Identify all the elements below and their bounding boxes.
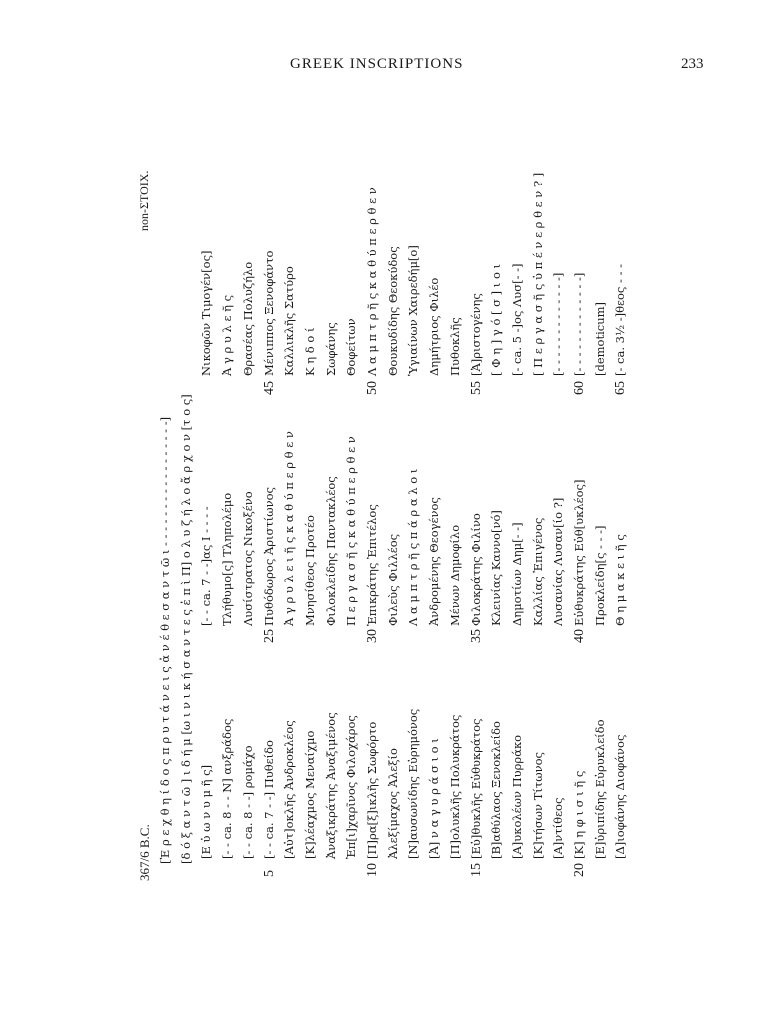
inscription-line: Πυθόδωρος Ἀριστίωνος [261, 487, 276, 626]
line-number: 35 [468, 629, 484, 643]
inscription-line: [- - ca. 7 - -] Πυθείδο [261, 740, 276, 859]
inscription-line: [Β]αθύλαος Ξενοκλείδο [489, 721, 504, 859]
inscription-line: Ἀ γ ρ υ λ ε ι ῆ ς κ α θ ύ π ε ρ θ ε ν [282, 431, 297, 626]
inscription-line: Μένιππος Ξενοφάντο [261, 250, 276, 376]
inscription-line: [ Π ε ρ γ α σ ῆ ς ὑ π έ ν ε ρ θ ε ν ? ] [530, 172, 545, 376]
inscription-line: Λυσανίας Λυσαν[ίο ?] [551, 497, 566, 626]
inscription-line: Λ α μ π τ ρ ῆ ς κ α θ ύ π ε ρ θ ε ν [365, 187, 379, 376]
line-number: 25 [261, 629, 277, 643]
inscription-line: [- ca. 3½ -]θεος - - - [613, 264, 628, 376]
inscription-line: Ἐπ[ι]χαρῖνος Φιλοχάρος [344, 715, 359, 859]
line-number: 60 [572, 381, 587, 395]
inscription-line: [- - - - - - - - - - - - -] [572, 272, 586, 376]
inscription-line: [ Φ η ] γ ό [ σ ] ι ο ι [489, 263, 504, 376]
inscription-line: Μνησίθεος Προτέο [302, 515, 317, 626]
inscription-line: Θρασέας Πολυζήλο [240, 261, 255, 376]
inscription-line: [- ca. 5 -]ος Λυσ[- -] [509, 263, 524, 376]
inscription-line: [Π]ρα[ξ]ικλῆς Σωφόρτο [365, 721, 379, 859]
inscription-line: Θ η μ α κ ε ι ῆ ς [613, 534, 628, 626]
inscription-line: [demoticum] [592, 301, 607, 376]
inscription-heading-line: [δ ό ξ α ν τ ῶ ] ι δ ή μ [ω ι ν ι κ ή σ α ν τ ε ς ἐ π ὶ Π] ο λ υ ζ ή λ ο ἄ ρ χ ο ν [τ ο ς] [178, 394, 193, 864]
inscription-line: Θοφείτων [344, 318, 359, 376]
inscription-line: [Π]ολυκλῆς Πολυκράτος [447, 714, 462, 859]
inscription-line: [Ε ὐ ω ν υ μ ῆ ς] [199, 764, 214, 859]
line-number: 45 [261, 381, 277, 395]
inscription-line: Π ε ρ γ α σ ῆ ς κ α θ ύ π ε ρ θ ε ν [344, 436, 359, 626]
inscription-line: Προκλείδη[ς - - -] [592, 525, 607, 626]
inscription-line: Φιλοκλείδης Παντακλέος [323, 476, 338, 626]
inscription-line: Λυσίστρατος Νικοξένο [240, 491, 255, 626]
inscription-line: Λ α μ π τ ρ ῆ ς π ά ρ α λ ο ι [406, 468, 421, 626]
line-number: 10 [365, 863, 380, 877]
inscription-line: [- - ca. 8 - - Ν] ανξράδος [220, 718, 235, 859]
inscription-line: Μένων Δημοφίλο [447, 524, 462, 626]
inscription-line: [Κ]τήσων Τίτωνος [530, 752, 545, 859]
inscription-line: Τλήθυμο[ς] Τληπολέμο [220, 492, 235, 626]
inscription-line: Φιλοκράτης Φιλίνο [468, 513, 483, 626]
inscription-line: [- - ca. 8 - -] ρομάχο [240, 745, 255, 859]
inscription-line: [- - ca. 7 - -]ας I - - - - [199, 506, 214, 626]
inscription-line: Σωφάνης [323, 322, 338, 376]
inscription-line: Εὐθυκράτης Εὐθ[υκλέος] [572, 479, 586, 626]
inscription-line: Κ η δ ο ί [302, 327, 317, 376]
inscription-line: [- - - - - - - - - - - - -] [551, 272, 566, 376]
inscription-line: [Ἀ] ν α γ υ ρ ά σ ι ο ι [427, 738, 442, 859]
inscription-line: [Δ]ιοφάνης Διοφάνος [613, 734, 628, 859]
inscription-text-rotated [137, 151, 667, 881]
inscription-line: Δημήτριος Φιλέο [427, 277, 442, 376]
inscription-line: Θουκυδίδης Θεοκύδος [385, 246, 400, 376]
inscription-heading-line: [Ἐ ρ ε χ θ η ί δ ο ς π ρ υ τ ά ν ε ι ς ἀ ν έ θ ε σ α ν τ ῶ ι - - - - - - - - - - - - - - - - -] [158, 416, 172, 864]
inscription-line: Ἀνδρομένης Θεογένος [427, 497, 442, 626]
stoichedon-note: non-ΣΤΟΙΧ. [137, 170, 151, 231]
inscription-line: [Εὐ]θυκλῆς Εὐθυκράτος [468, 718, 483, 859]
line-number: 50 [365, 381, 380, 395]
line-number: 55 [468, 381, 484, 395]
page-number: 233 [681, 56, 704, 72]
running-head-title: GREEK INSCRIPTIONS [290, 56, 464, 72]
inscription-line: Κλεινίας Καννο[νό] [489, 510, 504, 626]
line-number: 15 [468, 863, 484, 877]
inscription-line: Πυθοκλῆς [447, 317, 462, 376]
inscription-line: [Αὐτ]οκλῆς Ἀνδροκλέος [282, 720, 297, 859]
inscription-line: [Κ]λέαχμος Μεναίχμο [302, 730, 317, 859]
line-number: 40 [572, 629, 587, 643]
inscription-line: [Κ] η φ ι σ ι ῆ ς [572, 770, 586, 859]
inscription-line: Ἐπικράτης Ἐπιτέλος [365, 504, 379, 626]
running-head [0, 56, 773, 76]
inscription-line: [Ἀ]ριστογένης [468, 293, 483, 376]
inscription-line: Καλλίας Ἐπιγένος [530, 517, 545, 626]
line-number: 65 [613, 381, 629, 395]
inscription-line: Νικοφῶν Τιμογέν[ος] [199, 250, 214, 376]
inscription-line: Ὑγιαίνων Χαιρεδήμ[ο] [406, 245, 421, 376]
inscription-line: Ἀναξικράτης Ἀναξιμένος [323, 712, 338, 859]
inscription-date: 367/6 B.C. [137, 824, 152, 881]
inscription-line: [Ν]αυσωνίδης Εὐρημόνος [406, 708, 421, 859]
line-number: 30 [365, 629, 380, 643]
inscription-line: Φιλεὺς Φιλλέος [385, 533, 400, 626]
inscription-line: Δημοτίων Δημ[- -] [509, 522, 524, 626]
line-number: 5 [261, 870, 277, 877]
inscription-line: [Α]υκολέων Πυρράκο [509, 734, 524, 859]
line-number: 20 [572, 863, 587, 877]
inscription-line: [Ε]ὐριπίδης Εὐρυκλείδο [592, 719, 607, 859]
inscription-line: [Α]ντίθεος [551, 797, 566, 859]
inscription-line: Ἀλεξίμαχος Ἀλεξίο [385, 748, 400, 859]
inscription-line: Καλλικλῆς Σατύρο [282, 266, 297, 376]
inscription-line: Ἀ γ ρ υ λ ε ῆ ς [220, 294, 235, 376]
